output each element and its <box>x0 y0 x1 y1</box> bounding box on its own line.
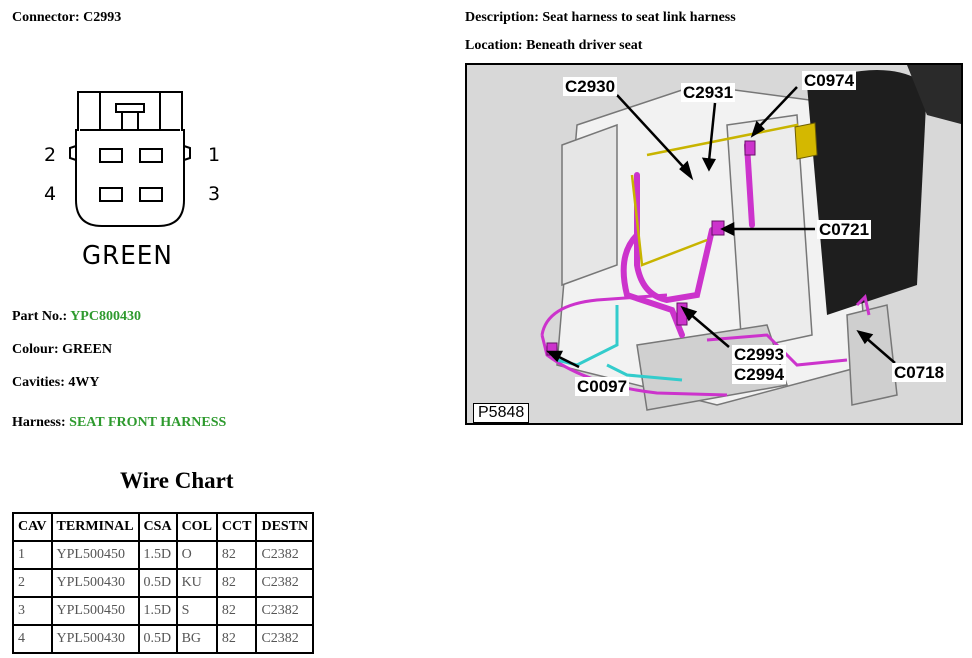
pin-2-label: 2 <box>44 144 57 166</box>
cell-csa: 0.5D <box>139 569 177 597</box>
table-row <box>13 625 313 653</box>
part-no-label: Part No.: <box>12 309 68 324</box>
pin-1-label: 1 <box>208 144 221 166</box>
description-value: Seat harness to seat link harness <box>542 10 736 25</box>
cell-cav: 2 <box>13 569 52 597</box>
harness-link[interactable]: SEAT FRONT HARNESS <box>69 415 227 430</box>
cell-terminal: YPL500430 <box>52 625 139 653</box>
cell-col: KU <box>177 569 217 597</box>
harness-label: Harness: <box>12 415 66 430</box>
connector-value: C2993 <box>83 10 122 25</box>
pin-4-label: 4 <box>44 183 57 205</box>
cell-col: O <box>177 541 217 569</box>
header-cct: CCT <box>217 513 257 541</box>
cavities-label: Cavities: <box>12 375 65 390</box>
location-label: Location: <box>465 38 523 53</box>
cell-cct: 82 <box>217 597 257 625</box>
header-col: COL <box>177 513 217 541</box>
part-no-link[interactable]: YPC800430 <box>70 309 141 324</box>
header-cav: CAV <box>13 513 52 541</box>
cell-destn: C2382 <box>256 569 313 597</box>
table-row <box>13 597 313 625</box>
part-no-line <box>12 309 141 325</box>
connector-color-label: GREEN <box>82 241 173 271</box>
cell-csa: 0.5D <box>139 625 177 653</box>
cell-csa: 1.5D <box>139 541 177 569</box>
cavities-line <box>12 375 100 391</box>
cavities-value: 4WY <box>68 375 100 390</box>
callout-c2931: C2931 <box>683 83 734 102</box>
header-csa: CSA <box>139 513 177 541</box>
connector-label: Connector: <box>12 10 80 25</box>
cell-destn: C2382 <box>256 541 313 569</box>
header-destn: DESTN <box>256 513 313 541</box>
cell-col: BG <box>177 625 217 653</box>
table-header-row <box>13 513 313 541</box>
callout-c0718: C0718 <box>894 363 945 382</box>
callout-c0974: C0974 <box>804 71 855 90</box>
cell-terminal: YPL500450 <box>52 597 139 625</box>
header-terminal: TERMINAL <box>52 513 139 541</box>
cell-cav: 1 <box>13 541 52 569</box>
cell-cav: 3 <box>13 597 52 625</box>
callout-c2930: C2930 <box>565 77 616 96</box>
colour-line <box>12 342 112 358</box>
callout-c2993: C2993 <box>734 345 785 364</box>
seat-illustration <box>467 65 963 425</box>
figure-id-label: P5848 <box>473 403 529 423</box>
callout-c0097: C0097 <box>577 377 628 396</box>
description-label: Description: <box>465 10 539 25</box>
cell-destn: C2382 <box>256 597 313 625</box>
cell-cct: 82 <box>217 541 257 569</box>
cell-cav: 4 <box>13 625 52 653</box>
cell-cct: 82 <box>217 569 257 597</box>
cell-destn: C2382 <box>256 625 313 653</box>
table-row <box>13 569 313 597</box>
description-line <box>465 10 736 26</box>
callout-c2994: C2994 <box>734 365 785 384</box>
wire-chart-table <box>12 512 314 654</box>
location-line <box>465 38 642 54</box>
colour-label: Colour: <box>12 342 59 357</box>
cell-terminal: YPL500450 <box>52 541 139 569</box>
wire-chart-title: Wire Chart <box>120 468 234 493</box>
cell-csa: 1.5D <box>139 597 177 625</box>
callout-c0721: C0721 <box>819 220 870 239</box>
cell-cct: 82 <box>217 625 257 653</box>
harness-line <box>12 415 226 431</box>
table-row <box>13 541 313 569</box>
cell-terminal: YPL500430 <box>52 569 139 597</box>
colour-value: GREEN <box>62 342 112 357</box>
location-illustration <box>465 63 963 425</box>
cell-col: S <box>177 597 217 625</box>
location-value: Beneath driver seat <box>526 38 643 53</box>
pin-3-label: 3 <box>208 183 221 205</box>
connector-heading <box>12 10 121 26</box>
